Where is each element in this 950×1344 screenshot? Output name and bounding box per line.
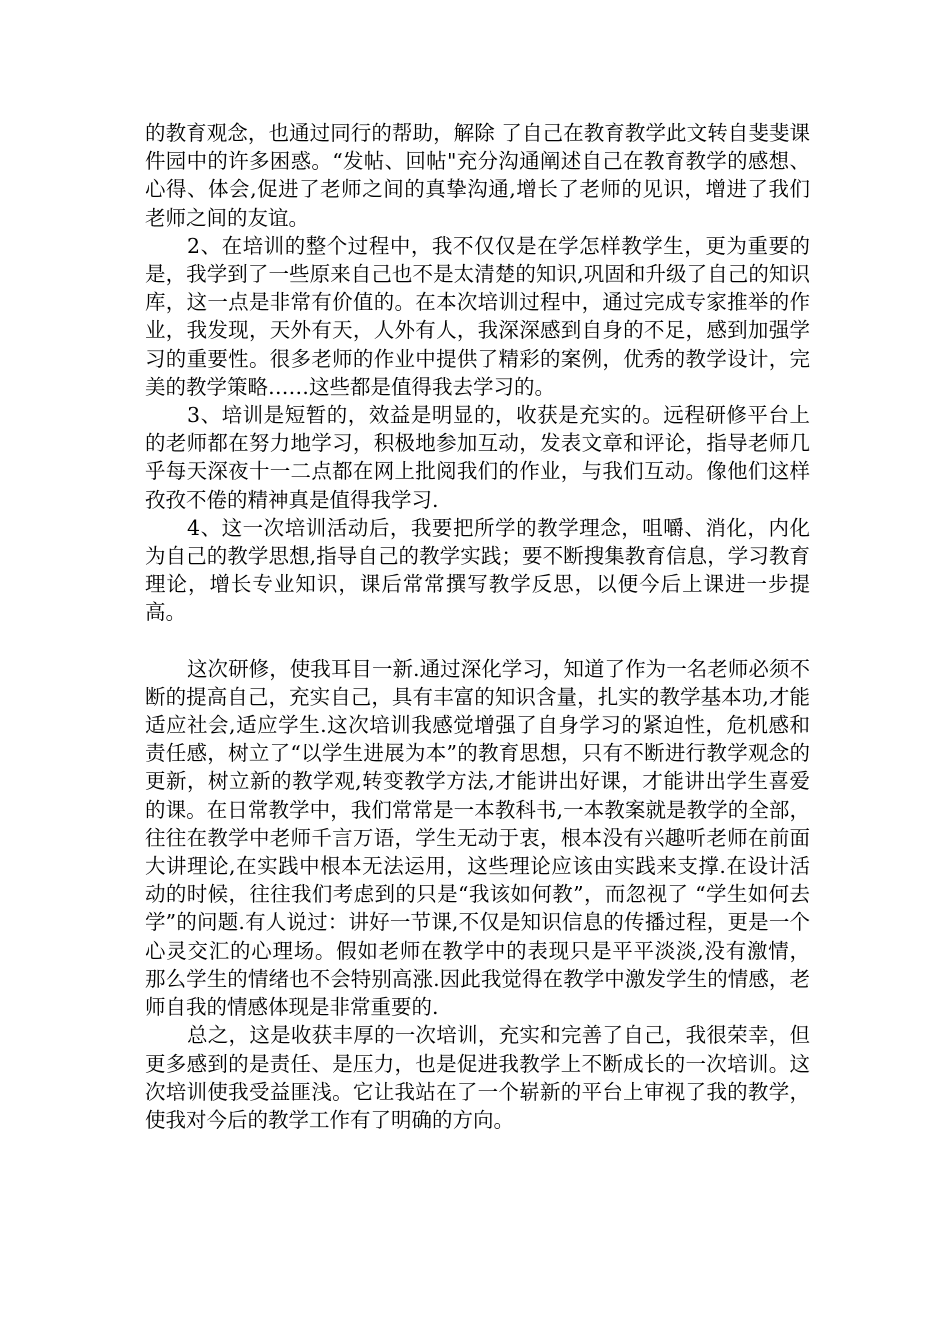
paragraph-spacer <box>145 627 810 655</box>
paragraph-reflection: 这次研修，使我耳目一新.通过深化学习，知道了作为一名老师必须不断的提高自己，充实自己，具有丰富的知识含量，扎实的教学基本功,才能适应社会,适应学生.这次培训我感觉增强了自身学习的紧迫性，危机感和责任感，树立了“以学生进展为本”的教育思想，只有不断进行教学观念的更新，树立新的教学观,转变教学方法,才能讲出好课，才能讲出学生喜爱的课。在日常教学中，我们常常是一本教科书,一本教案就是教学的全部，往往在教学中老师千言万语，学生无动于衷，根本没有兴趣听老师在前面大讲理论,在实践中根本无法运用，这些理论应该由实践来支撑.在设计活动的时候，往往我们考虑到的只是“我该如何教”，而忽视了 “学生如何去学”的问题.有人说过：讲好一节课,不仅是知识信息的传播过程，更是一个心灵交汇的心理场。假如老师在教学中的表现只是平平淡淡,没有激情， 那么学生的情绪也不会特别高涨.因此我觉得在教学中激发学生的情感，老师自我的情感体现是非常重要的. <box>145 656 810 1020</box>
paragraph-continuation: 的教育观念，也通过同行的帮助，解除 了自己在教育教学此文转自斐斐课件园中的许多困惑。“发帖、回帖"充分沟通阐述自己在教育教学的感想、心得、体会,促进了老师之间的真挚沟通,增长了老师的见识，增进了我们老师之间的友谊。 <box>145 121 810 230</box>
paragraph-conclusion: 总之，这是收获丰厚的一次培训，充实和完善了自己，我很荣幸，但更多感到的是责任、是压力，也是促进我教学上不断成长的一次培训。这次培训使我受益匪浅。它让我站在了一个崭新的平台上审视了我的教学，使我对今后的教学工作有了明确的方向。 <box>145 1023 810 1132</box>
document-body <box>145 119 810 1134</box>
paragraph-point-3: 3、培训是短暂的，效益是明显的，收获是充实的。远程研修平台上的老师都在努力地学习，积极地参加互动，发表文章和评论，指导老师几乎每天深夜十一二点都在网上批阅我们的作业，与我们互动。像他们这样孜孜不倦的精神真是值得我学习. <box>145 403 810 512</box>
paragraph-point-2: 2、在培训的整个过程中，我不仅仅是在学怎样教学生，更为重要的是，我学到了一些原来自己也不是太清楚的知识,巩固和升级了自己的知识库，这一点是非常有价值的。在本次培训过程中，通过完成专家推举的作业，我发现，天外有天，人外有人，我深深感到自身的不足，感到加强学习的重要性。很多老师的作业中提供了精彩的案例，优秀的教学设计，完美的教学策略……这些都是值得我去学习的。 <box>145 233 810 399</box>
paragraph-point-4: 4、这一次培训活动后，我要把所学的教学理念，咀嚼、消化，内化为自己的教学思想,指导自己的教学实践；要不断搜集教育信息，学习教育理论，增长专业知识，课后常常撰写教学反思，以便今后上课进一步提高。 <box>145 515 810 625</box>
